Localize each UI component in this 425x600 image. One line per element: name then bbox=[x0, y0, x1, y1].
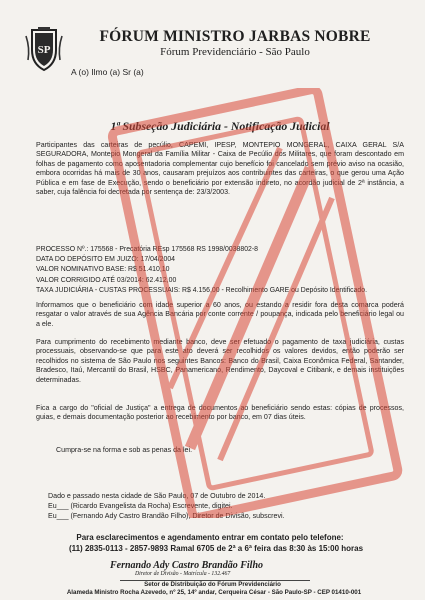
paragraph-payment: Para cumprimento do recebimento mediante banco, deve ser efetuado o pagamento de taxa judiciária, custas processuais, observando-se que para este ato deverá ser recolhidos os valores devidos, então poderão ser recolhidos no sistema de São Paulo nos seguintes Bancos: Banco do Brasil, Caixa Econômica Federal, Santander, Bradesco, Itaú, Mercantil do Brasil, HSBC, Panamericano, Rendimento, Daycoval e Citibank, e demais instituições determinadas. bbox=[36, 338, 404, 384]
signature-name: Fernando Ady Castro Brandão Filho bbox=[110, 560, 264, 571]
salutation: A (o) Ilmo (a) Sr (a) bbox=[71, 67, 144, 77]
coat-of-arms-icon bbox=[24, 26, 64, 72]
deposit-date: DATA DO DEPÓSITO EM JUIZO: 17/04/2004 bbox=[36, 256, 176, 264]
date-line: Dado e passado nesta cidade de São Paulo, 07 de Outubro de 2014. bbox=[48, 492, 266, 500]
process-data-list bbox=[36, 245, 396, 296]
clerk-line: Eu___ (Ricardo Evangelista da Rocha) Escrevente, digitei. bbox=[48, 502, 233, 510]
corrected-value: VALOR CORRIGIDO ATÉ 03/2014: 62.412,00 bbox=[36, 276, 177, 284]
paragraph-closing: Cumpra-se na forma e sob as penas da lei. bbox=[56, 446, 193, 454]
svg-text:SP: SP bbox=[37, 44, 51, 56]
judicial-fee: TAXA JUDICIÁRIA - CUSTAS PROCESSUAIS: R$ 4.156,00 - Recolhimento GARE ou Depósito Identificado. bbox=[36, 286, 368, 294]
nominal-value: VALOR NOMINATIVO BASE: R$ 51.410,10 bbox=[36, 266, 170, 274]
header-subtitle: Fórum Previdenciário - São Paulo bbox=[160, 46, 310, 58]
paragraph-beneficiary: Informamos que o beneficiário com idade superior a 60 anos, ou estando a residir fora desta comarca poderá resgatar o valor através de sua Agência Bancária por conte corrente / poupança, indicada pelo beneficiário legal ou a ele. bbox=[36, 301, 404, 328]
paragraph-participants: Participantes das carteiras de pecúlio, CAPEMI, IPESP, MONTEPIO MONGERAL, CAIXA GERAL S/A SEGURADORA, Montepio Mongeral da Família Militar - Caixa de Pecúlio dos Militares, que foram descontado em folhas de pagamento como aposentadoria complementar cujo benefício foi cancelado sem prévio aviso na ocasião, embora ocorridas há mais de 30 anos, causaram prejuízos aos contribuintes das carteiras, o que gerou uma Ação Pública e em fase de Execução, sendo o beneficiário por extensão indireto, no acordão judicial de 2ª instância, a saber, cuja falência foi decretada por sentença de: 23/3/2003. bbox=[36, 141, 404, 197]
director-line: Eu___ (Fernando Ady Castro Brandão Filho), Diretor de Divisão, subscrevi. bbox=[48, 512, 285, 520]
notice-title: 1ª Subseção Judiciária - Notificação Judicial bbox=[110, 119, 330, 133]
footer-line1: Setor de Distribuição do Fórum Previdenciário bbox=[144, 581, 281, 588]
footer-address: Alameda Ministro Rocha Azevedo, nº 25, 14º andar, Cerqueira César - São Paulo-SP - CEP 01410-001 bbox=[66, 589, 362, 596]
header-title: FÓRUM MINISTRO JARBAS NOBRE bbox=[99, 28, 371, 45]
process-number: PROCESSO Nº.: 175568 - Precatória REsp 175568 RS 1998/0038802-8 bbox=[36, 246, 258, 253]
signature-role: Diretor de Divisão - Matrícula - 132.467 bbox=[135, 571, 231, 577]
contact-phone: (11) 2835-0113 - 2857-9893 Ramal 6705 de 2ª a 6ª feira das 8:30 às 15:00 horas bbox=[68, 544, 364, 553]
paragraph-officer: Fica a cargo do "oficial de Justiça" a entrega de documentos ao beneficiário sendo estas: cópias de processos, guias, e demais documentação posterior ao recebimento por banco, em 07 dias úteis. bbox=[36, 404, 404, 422]
contact-title: Para esclarecimentos e agendamento entrar em contato pelo telefone: bbox=[76, 533, 344, 542]
signature-lines bbox=[48, 491, 388, 521]
